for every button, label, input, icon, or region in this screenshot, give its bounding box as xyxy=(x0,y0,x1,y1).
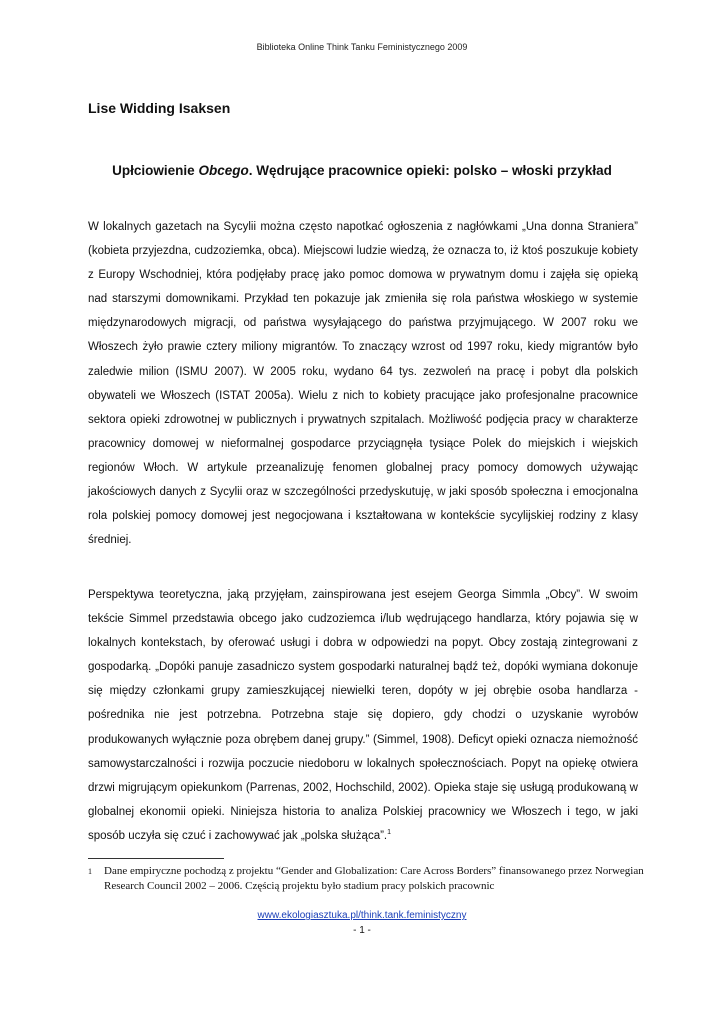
title-part-2: . Wędrujące pracownice opieki: polsko – włoski przykład xyxy=(248,163,612,178)
footnote-separator xyxy=(88,858,224,859)
paragraph-2 xyxy=(88,583,638,848)
article-title xyxy=(88,163,636,178)
author-name: Lise Widding Isaksen xyxy=(88,100,231,116)
title-italic: Obcego xyxy=(198,163,249,178)
footnote-text: Dane empiryczne pochodzą z projektu “Gender and Globalization: Care Across Borders” finansowanego przez Norwegian Research Council 2002 – 2006. Częścią projektu było stadium pracy polskich pracownic xyxy=(104,865,644,892)
footnote-marker[interactable]: 1 xyxy=(387,829,392,837)
footnote-number: 1 xyxy=(88,867,92,876)
running-header: Biblioteka Online Think Tanku Feministycznego 2009 xyxy=(256,42,468,52)
title-part-1: Upłciowienie xyxy=(112,163,199,178)
paragraph-1: W lokalnych gazetach na Sycylii można często napotkać ogłoszenia z nagłówkami „Una donna Straniera” (kobieta przyjezdna, cudzoziemka, obca). Miejscowi ludzie wiedzą, że oznacza to, iż ktoś poszukuje kobiety z Europy Wschodniej, która podjęłaby pracę jako pomoc domowa w prywatnym domu i zajęła się opieką nad starszymi domownikami. Przykład ten pokazuje jak zmieniła się rola państwa włoskiego w systemie międzynarodowych migracji, od państwa wysyłającego do państwa przyjmującego. W 2007 roku we Włoszech żyło prawie cztery miliony migrantów. To znaczący wzrost od 1997 roku, kiedy migrantów było zaledwie milion (ISMU 2007). W 2005 roku, wydano 64 tys. zezwoleń na pracę i pobyt dla polskich obywateli we Włoszech (ISTAT 2005a). Wielu z nich to kobiety pracujące jako profesjonalne pracownice sektora opieki zdrowotnej w publicznych i prywatnych szpitalach. Możliwość podjęcia pracy w charakterze pracownicy domowej w nieformalnej gospodarce przyciągnęła tysiące Polek do miejskich i wiejskich regionów Włoch. W artykule przeanalizuję fenomen globalnej pracy pomocy domowych używając jakościowych danych z Sycylii oraz w szczególności przedyskutuję, w jaki sposób społeczna i emocjonalna rola polskiej pomocy domowej jest negocjowana i kształtowana w kontekście sycylijskiej rodziny z klasy średniej. xyxy=(88,221,638,547)
footnote xyxy=(88,864,648,894)
paragraph-2-text: Perspektywa teoretyczna, jaką przyjęłam, zainspirowana jest esejem Georga Simmla „Obcy”. W swoim tekście Simmel przedstawia obcego jako cudzoziemca i/lub wędrującego handlarza, który pojawia się w lokalnych kontekstach, by oferować usługi i dobra w odpowiedzi na popyt. Obcy zostają zintegrowani z gospodarką. „Dopóki panuje zasadniczo system gospodarki naturalnej bądź też, dopóki wymiana dokonuje się między członkami grupy zamieszkującej niewielki teren, dopóty w jej obrębie osoba handlarza - pośrednika nie jest potrzebna. Potrzebna staje się dopiero, gdy chodzi o uzyskanie wyrobów produkowanych wyłącznie poza obrębem danej grupy.” (Simmel, 1908). Deficyt opieki oznacza niemożność samowystarczalności i rozwija poczucie niedoboru w lokalnych społecznościach. Popyt na opiekę otwiera drzwi migrującym opiekunkom (Parrenas, 2002, Hochschild, 2002). Opieka staje się usługą produkowaną w globalnej ekonomii opieki. Niniejsza historia to analiza Polskiej pracownicy we Włoszech i tego, w jaki sposób uczyła się czuć i zachowywać jak „polska służąca”. xyxy=(88,589,638,842)
footer-link[interactable]: www.ekologiasztuka.pl/think.tank.feministyczny xyxy=(257,910,467,921)
page-number: - 1 - xyxy=(353,925,371,936)
